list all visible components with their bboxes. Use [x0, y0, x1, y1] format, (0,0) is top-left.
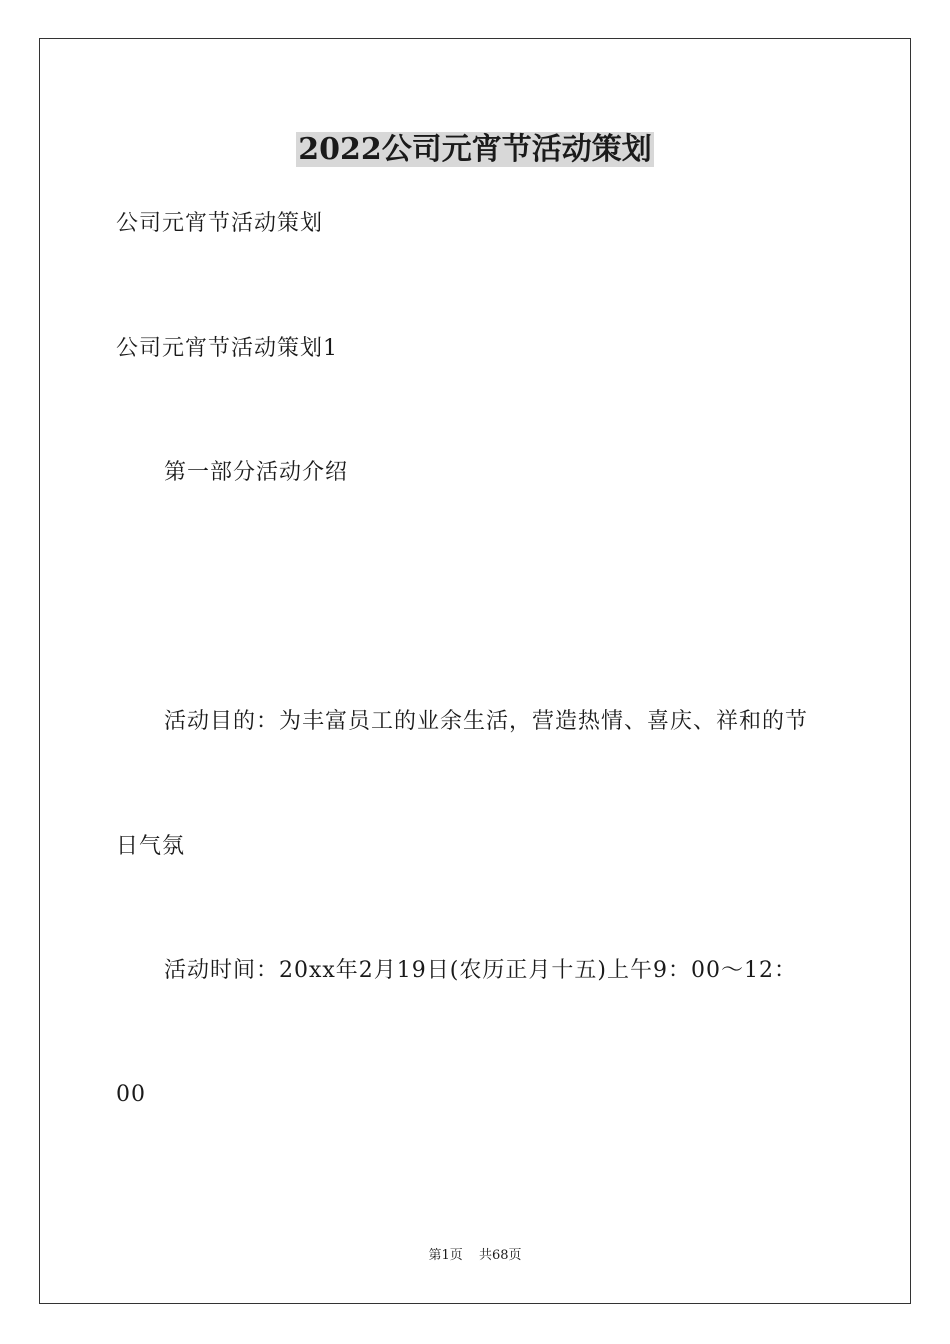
paragraph-section-heading: 公司元宵节活动策划1	[116, 336, 338, 361]
paragraph-purpose-line1: 活动目的：为丰富员工的业余生活，营造热情、喜庆、祥和的节	[164, 709, 809, 734]
page-total: 共68页	[478, 1248, 522, 1263]
document-title-text: 2022公司元宵节活动策划	[298, 132, 652, 167]
paragraph-time-line1: 活动时间：20xx年2月19日(农历正月十五)上午9：00～12：	[164, 958, 797, 983]
page-number: 第1页	[428, 1248, 463, 1263]
paragraph-purpose-line2: 日气氛	[116, 834, 186, 859]
page-footer	[0, 1247, 950, 1265]
paragraph-subtitle: 公司元宵节活动策划	[116, 211, 324, 236]
paragraph-part-heading: 第一部分活动介绍	[164, 460, 349, 485]
document-title	[0, 128, 950, 172]
paragraph-time-line2: 00	[116, 1082, 146, 1107]
